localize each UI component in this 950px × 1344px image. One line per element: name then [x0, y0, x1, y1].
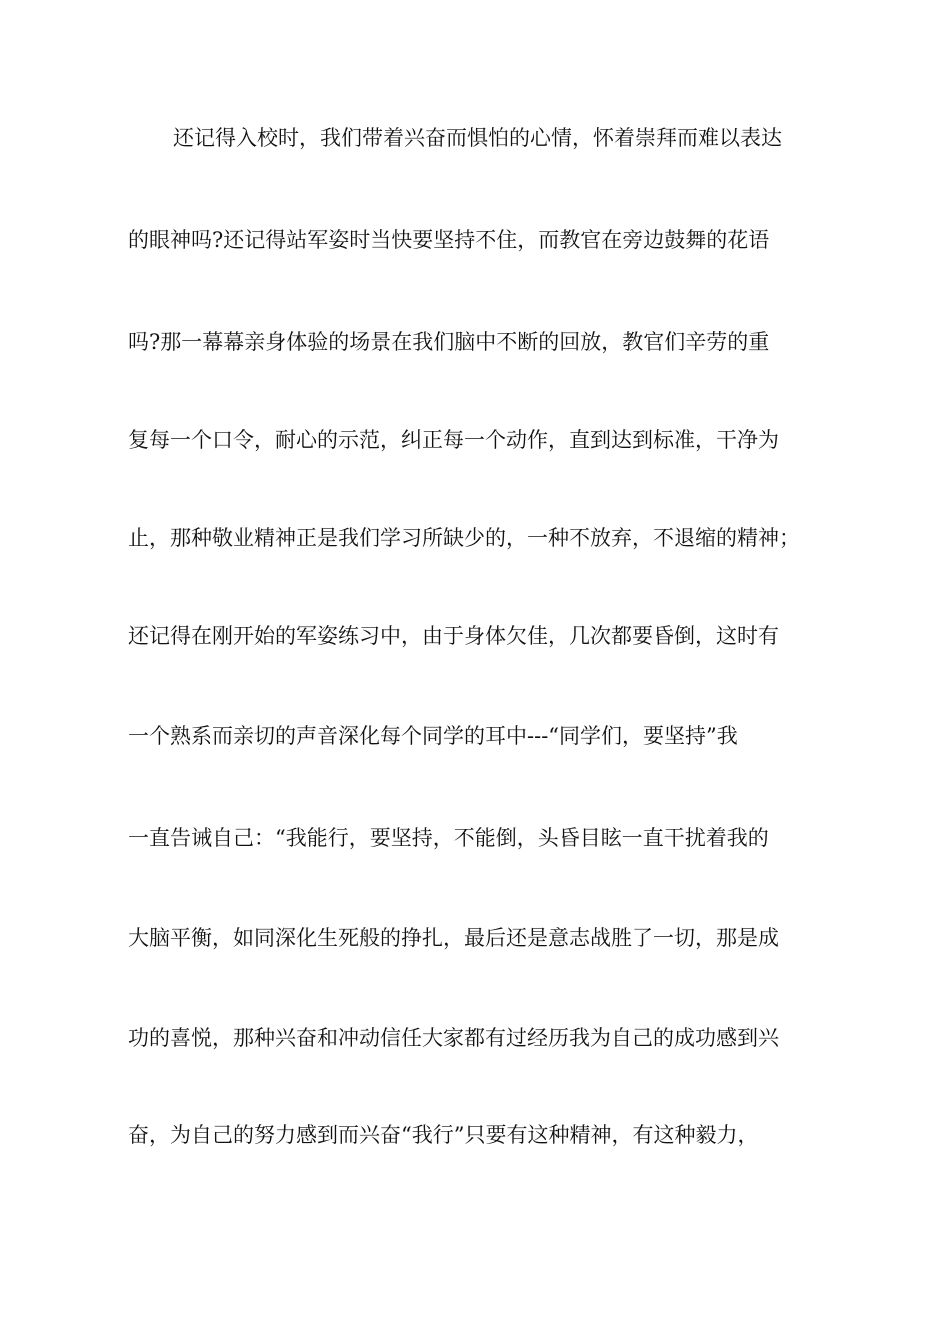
paragraph-line: 大脑平衡，如同深化生死般的挣扎，最后还是意志战胜了一切，那是成 [128, 926, 779, 950]
paragraph-line: 还记得入校时，我们带着兴奋而惧怕的心情，怀着崇拜而难以表达 [173, 126, 782, 150]
paragraph-line: 还记得在刚开始的军姿练习中，由于身体欠佳，几次都要昏倒，这时有 [128, 624, 779, 648]
paragraph-line: 的眼神吗?还记得站军姿时当快要坚持不住，而教官在旁边鼓舞的花语 [128, 228, 770, 252]
paragraph-line: 一个熟系而亲切的声音深化每个同学的耳中---“同学们，要坚持”我 [128, 724, 738, 748]
paragraph-line: 止，那种敬业精神正是我们学习所缺少的，一种不放弃，不退缩的精神； [128, 526, 800, 550]
paragraph-line: 复每一个口令，耐心的示范，纠正每一个动作，直到达到标准，干净为 [128, 428, 779, 452]
paragraph-line: 一直告诫自己：“我能行，要坚持，不能倒，头昏目眩一直干扰着我的 [128, 826, 769, 850]
paragraph-line: 吗?那一幕幕亲身体验的场景在我们脑中不断的回放，教官们辛劳的重 [128, 330, 770, 354]
paragraph-line: 功的喜悦，那种兴奋和冲动信任大家都有过经历我为自己的成功感到兴 [128, 1026, 779, 1050]
paragraph-line: 奋，为自己的努力感到而兴奋“我行”只要有这种精神，有这种毅力， [128, 1123, 759, 1147]
